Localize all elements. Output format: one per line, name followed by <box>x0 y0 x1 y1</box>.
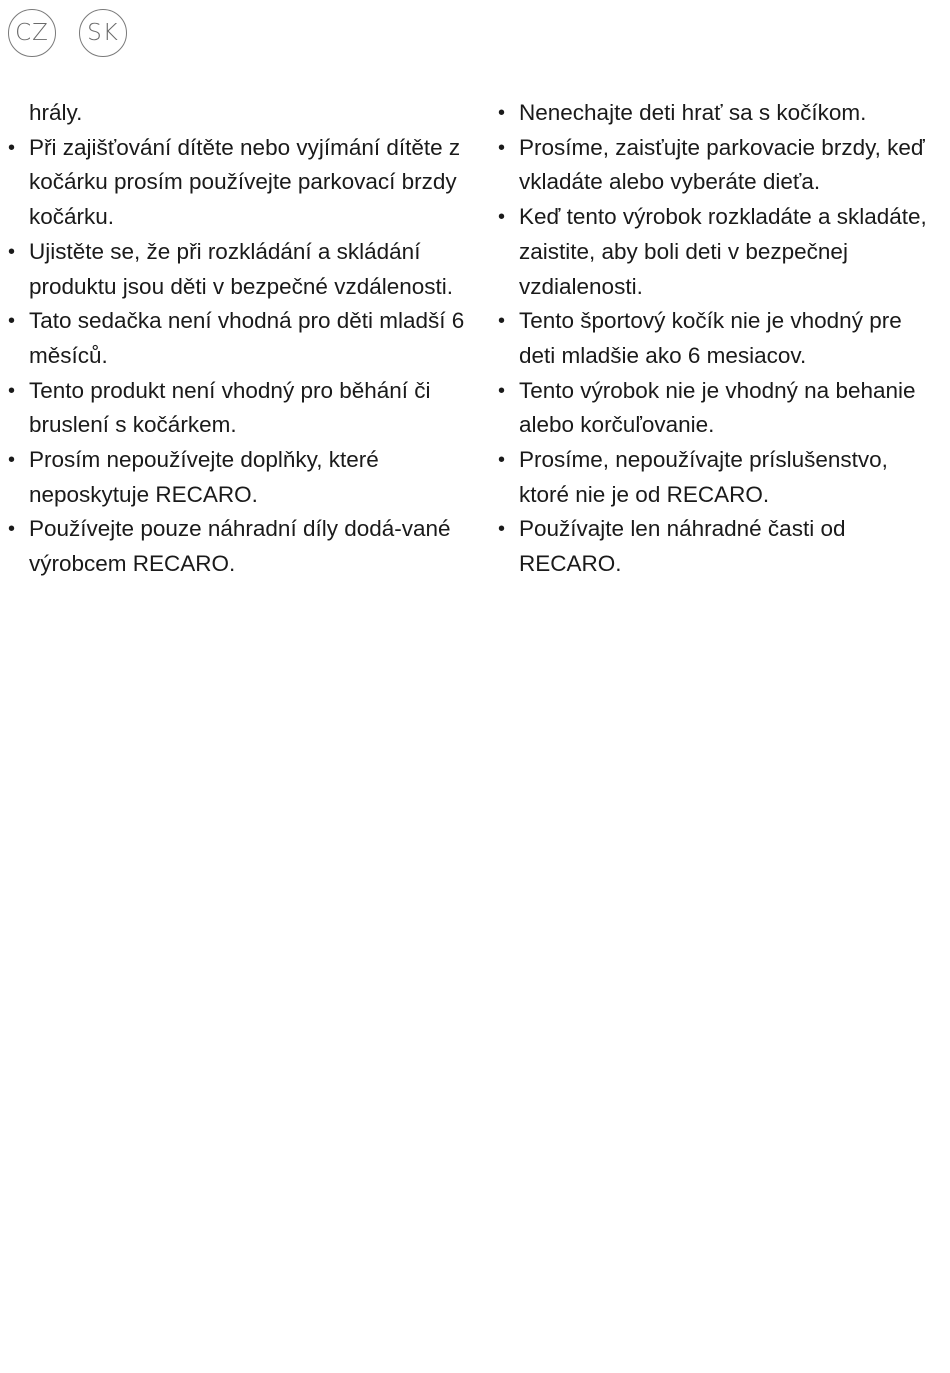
bullet-icon: • <box>8 379 16 402</box>
list-item <box>8 131 468 235</box>
list-item-text: Tento produkt není vhodný pro běhání či bruslení s kočárkem. <box>29 377 431 438</box>
list-item <box>498 304 943 373</box>
bullet-icon: • <box>498 449 506 472</box>
list-item-text: Keď tento výrobok rozkladáte a skladáte, zaistite, aby boli deti v bezpečnej vzdialenosti. <box>519 204 927 299</box>
bullet-icon: • <box>8 136 16 159</box>
list-item <box>8 235 468 304</box>
safety-list-cz <box>8 131 468 582</box>
list-item-text: Ujistěte se, že při rozkládání a skládání produktu jsou děti v bezpečné vzdálenosti. <box>29 238 454 299</box>
list-item-text: Prosím nepoužívejte doplňky, které neposkytuje RECARO. <box>29 447 379 507</box>
list-item <box>498 443 943 512</box>
list-item-text: Tento výrobok nie je vhodný na behanie alebo korčuľovanie. <box>519 377 916 438</box>
list-item <box>498 131 943 200</box>
bullet-icon: • <box>498 206 506 229</box>
bullet-icon: • <box>8 240 16 263</box>
left-column-cz <box>8 96 468 582</box>
list-item <box>8 374 468 443</box>
list-item <box>498 374 943 443</box>
continuation-text: hrály. <box>29 100 83 125</box>
safety-list-sk <box>498 96 943 582</box>
bullet-icon: • <box>8 518 16 541</box>
lang-badge-sk: SK <box>79 9 127 57</box>
list-item-text: Prosíme, zaisťujte parkovacie brzdy, keď vkladáte alebo vyberáte dieťa. <box>519 134 925 195</box>
list-item <box>498 200 943 304</box>
list-item <box>8 443 468 512</box>
list-item <box>8 512 468 581</box>
list-item-text: Používajte len náhradné časti od RECARO. <box>519 516 846 577</box>
list-item-text: Prosíme, nepoužívajte príslušenstvo, ktoré nie je od RECARO. <box>519 447 888 507</box>
language-badges <box>8 9 127 57</box>
bullet-icon: • <box>498 310 506 333</box>
list-item <box>498 96 943 131</box>
bullet-icon: • <box>498 379 506 402</box>
list-item-text: Používejte pouze náhradní díly dodá-vané výrobcem RECARO. <box>29 516 451 577</box>
bullet-icon: • <box>8 449 16 472</box>
list-item <box>8 304 468 373</box>
bullet-icon: • <box>498 136 506 159</box>
bullet-icon: • <box>8 310 16 333</box>
right-column-sk <box>498 96 943 582</box>
list-item-text: Při zajišťování dítěte nebo vyjímání dítěte z kočárku prosím používejte parkovací brzdy kočárku. <box>29 134 461 230</box>
bullet-icon: • <box>498 518 506 541</box>
list-item-text: Tento športový kočík nie je vhodný pre deti mladšie ako 6 mesiacov. <box>519 308 902 368</box>
list-item-text: Nenechajte deti hrať sa s kočíkom. <box>519 100 867 125</box>
list-item <box>498 512 943 581</box>
list-item-text: Tato sedačka není vhodná pro děti mladší 6 měsíců. <box>29 308 465 368</box>
lang-badge-cz: CZ <box>8 9 56 57</box>
bullet-icon: • <box>498 102 506 124</box>
